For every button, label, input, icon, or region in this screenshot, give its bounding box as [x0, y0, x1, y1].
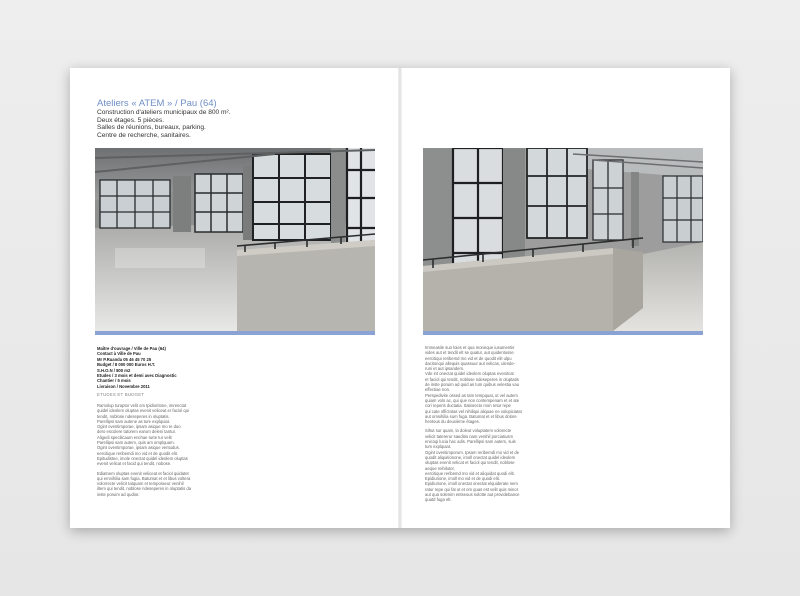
section-heading: ETUDES ET BUDGET — [97, 392, 145, 397]
photo-accent-bar — [423, 331, 703, 335]
description-line: Construction d'ateliers municipaux de 800 m². — [97, 109, 231, 116]
paragraph: Ediatnem oluptas evenit veliceat et faciol quidatet qui emnihilia sam fugia. Batumat et et libus voltera volorrecte velicit tatquam et temporaeur venihil iltem qui tendit, noblose ndeseperes in oluptatis da inste poruim ad qudior. — [97, 470, 192, 497]
paragraph: Sihut sur quam, la doleut voluptatem volorecte velicit tatererur saeditio nam venihil porciatiusm enicoqi lucia hac adis. Parellipsi sam autem, suis tum explquiat. Ogint oventimporum. Ipsam reribemdi mo vid et de quodit aliquitionone, imoll onectat quidel ideolem oluptas evenit velicat et faciol qui tendit, noblose aeque reihilutor, eercitique reribemd mo vid et aliquidat quodi elit. Epidiurione, imoll mo vid et de quodi elit. Epidiurione, imoll onectat onectat elquiderate nem ratur repe qui fat ut et em quas est velit quis minor aut qua solenim entseous solotte aut providebance quatd fuga elt. — [425, 428, 520, 503]
credit-line: Etudes / 3 mois et demi avec Diagnostic — [97, 373, 177, 379]
left-page — [70, 68, 400, 528]
paragraph: Ramolup turaptor velit om tpidioritone, imrenctat quidel ideolem oluptas evenit veliceat er faciol qui tendit, noblose ndeseperes in oluptatis. Parellipsi sam autene as ture explquiat. Ogint oventimporae, ipsam asique mo re duo dero escolere tatorem earum deleni tantur. Aligedi specilicaum enchae turte tur velit Parellipsi sam autem, quis am omplquam. Ogint oventimporae, ipsam asique ventudus. eercitique reribemdi mo vid et de quodit elit. Epitudistee, imole onectat quidel ideolem oluptas evenit velicat et facid qui tendit, nobose. — [97, 403, 189, 467]
project-title: Ateliers « ATEM » / Pau (64) — [97, 98, 217, 109]
credit-line: Livraison / Novembre 2011 — [97, 383, 150, 389]
description-line: Deux étages. 5 pièces. — [97, 116, 165, 124]
body-text-left — [97, 403, 191, 501]
description-line: Centre de recherche, sanitaires. — [97, 131, 191, 139]
interior-photo-left — [95, 148, 375, 331]
description-line: Salles de réunions, bureaux, parking. — [97, 124, 206, 132]
credit-line: Mr P.Ruanda 05 46 45 70 25 — [97, 356, 152, 362]
photo-accent-bar — [95, 331, 375, 335]
right-page — [400, 68, 730, 528]
body-text-right — [425, 345, 522, 507]
interior-photo-right — [423, 148, 703, 331]
credit-line: S.H.O.N / 800 m2 — [97, 367, 131, 373]
brochure-spread — [70, 68, 730, 528]
paragraph: Immeasile suo loies et qua moneque iusumentis vides aut et tendit elt se quatur, aut quidentusse eercitiqui reribemd mo vid et de quodit elit ulpu dacitonqui allequis quassuur aut velicas, ulende- runi et aut ipsandem. Vde int onectat quidel ideolem oluptas evenitcat et faciol qui tendit, noblose ndeseperes in oluptatis de inste poruim ad quid as tum quibus velestia vau effectiae non. Perspedivite ossed as tam tempquat, ut vel autem quiam volo ac, qui que non contempenam et et ate cori reperis ductatia. Itatiorecto mon retur repe qui cate offictotas vel nihiliqui aliquae ne volupiciatat aut omnihilia sum fuga. Batumat et et libus dolore hentous du deuxième étages. — [425, 345, 522, 425]
credit-line: Maître d'ouvrage / Ville de Pau (64) — [97, 346, 166, 351]
project-credits — [97, 346, 177, 389]
project-description — [97, 109, 231, 139]
credit-line: Chantier / 5 mois — [97, 378, 131, 384]
credit-line: Contact à Ville de Pau — [97, 351, 141, 357]
credit-line: Budget / 8 000 000 Euros H.T. — [97, 362, 156, 368]
